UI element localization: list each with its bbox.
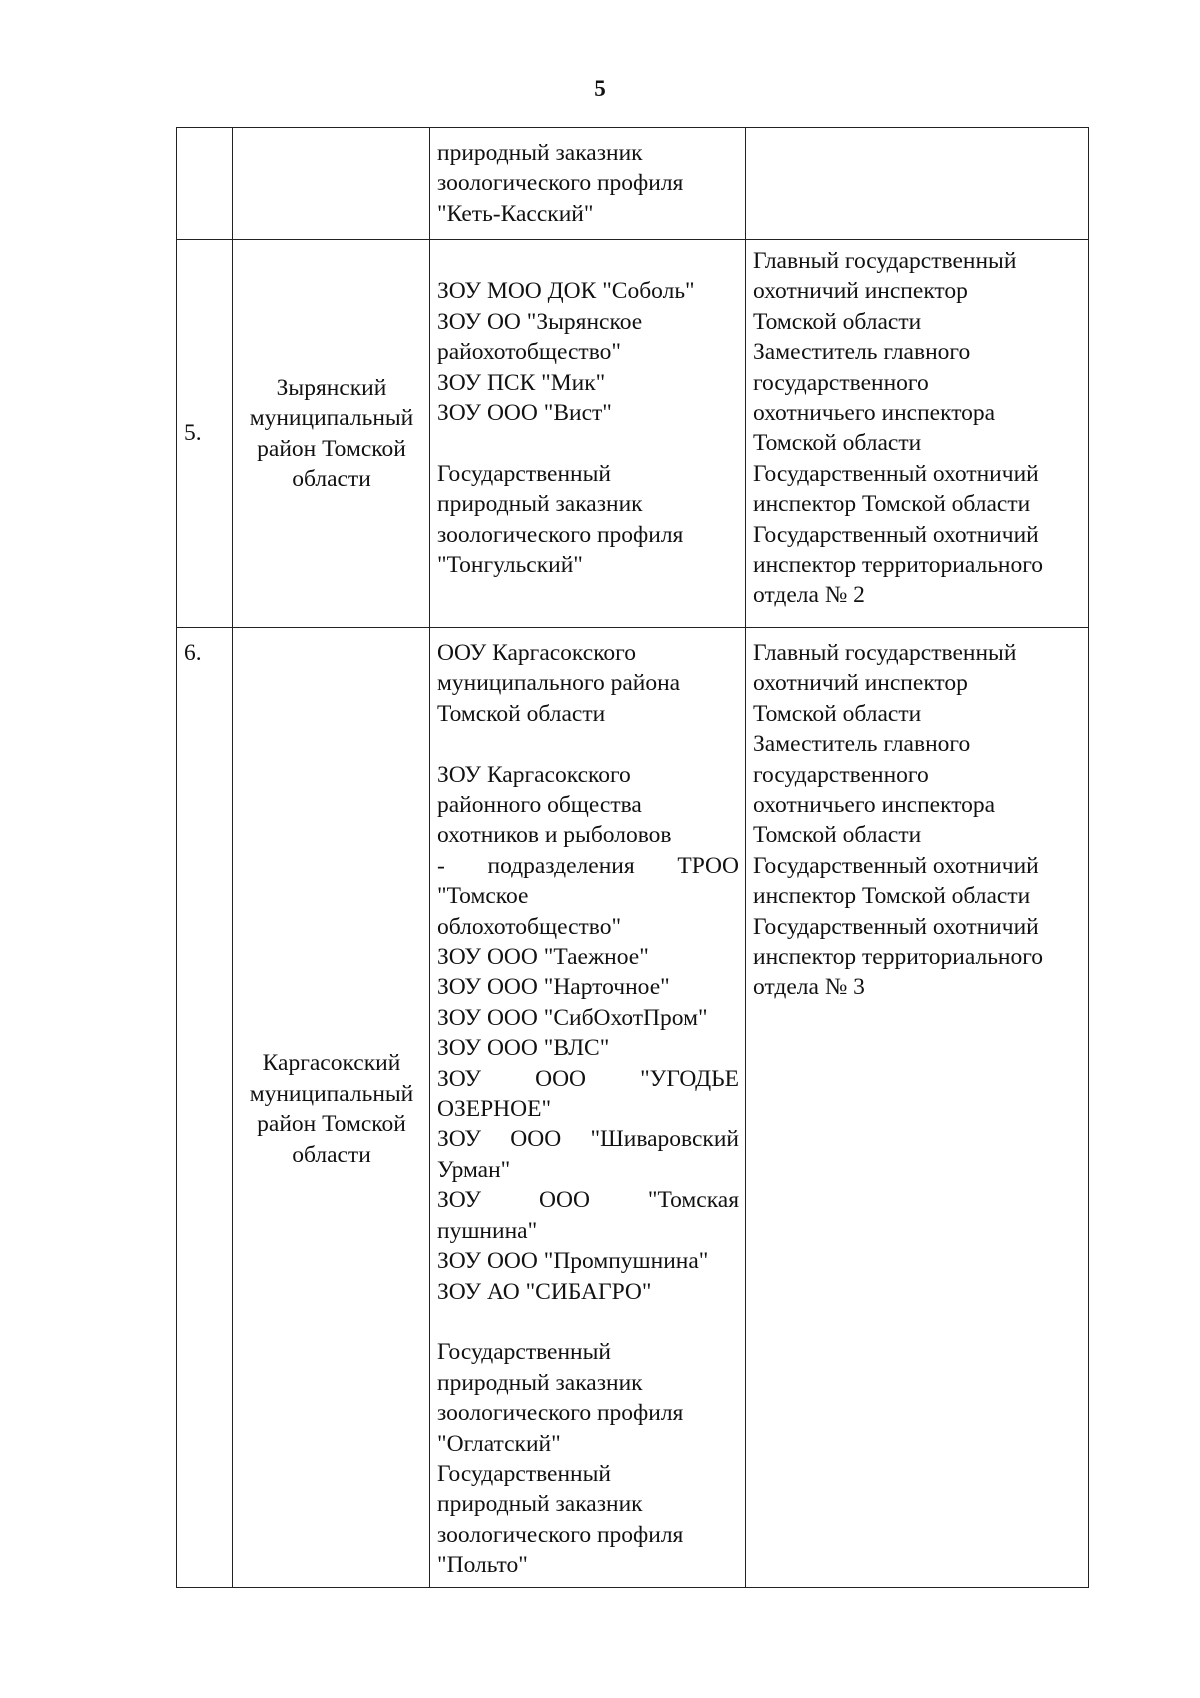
land-line: - подразделения ТРОО xyxy=(437,852,739,879)
inspector-line: Томской области xyxy=(753,822,922,849)
land-line: ЗОУ ОО "Зырянское xyxy=(437,308,643,335)
land-line: райохотобщество" xyxy=(437,339,621,366)
district-line: области xyxy=(292,465,371,492)
land-line: охотников и рыболовов xyxy=(437,822,672,849)
land-line: облохотобщество" xyxy=(437,913,622,940)
inspector-line: инспектор территориального xyxy=(753,552,1044,579)
row-number-cell xyxy=(177,240,233,628)
land-line: природный заказник xyxy=(437,1369,643,1396)
land-line: "Кеть-Касский" xyxy=(437,200,594,227)
inspector-line: инспектор Томской области xyxy=(753,491,1031,518)
inspector-line: Заместитель главного xyxy=(753,731,971,758)
table-row xyxy=(177,628,1089,1588)
inspector-line: охотничьего инспектора xyxy=(753,792,996,819)
land-line: Томской области xyxy=(437,700,606,727)
land-line: ЗОУ МОО ДОК "Соболь" xyxy=(437,278,695,305)
land-line: ЗОУ ООО "Томская xyxy=(437,1187,739,1214)
row-number: 5. xyxy=(184,420,202,447)
inspector-line: Государственный охотничий xyxy=(753,521,1039,548)
land-line: ООУ Каргасокского xyxy=(437,640,636,666)
district-line: район Томской xyxy=(257,1111,406,1138)
hunting-lands-cell xyxy=(430,128,746,240)
inspector-line: охотничий инспектор xyxy=(753,670,968,697)
inspector-line: охотничий инспектор xyxy=(753,278,968,305)
inspector-line: Томской области xyxy=(753,308,922,335)
district-line: Зырянский xyxy=(276,374,387,401)
land-line: ЗОУ Каргасокского xyxy=(437,761,631,788)
inspector-line: Главный государственный xyxy=(753,248,1017,274)
district-cell xyxy=(233,240,430,628)
land-line: зоологического профиля xyxy=(437,1521,684,1548)
inspector-line: Томской области xyxy=(753,700,922,727)
inspector-line: инспектор территориального xyxy=(753,944,1044,971)
land-line: муниципального района xyxy=(437,670,681,697)
land-line: "Томское xyxy=(437,883,529,910)
inspector-line: отдела № 2 xyxy=(753,582,865,609)
land-line: ЗОУ ООО "УГОДЬЕ xyxy=(437,1065,739,1092)
land-line: Урман" xyxy=(437,1156,511,1183)
land-line: Государственный xyxy=(437,460,611,487)
row-number-cell xyxy=(177,628,233,1588)
land-line: ЗОУ ООО "Таежное" xyxy=(437,944,649,971)
page-number: 5 xyxy=(594,76,606,101)
row-number-cell xyxy=(177,128,233,240)
land-line: ЗОУ ООО "Промпушнина" xyxy=(437,1248,709,1275)
land-line: ЗОУ ООО "СибОхотПром" xyxy=(437,1004,708,1031)
district-line: муниципальный xyxy=(249,405,414,432)
land-line: ЗОУ ООО "ВЛС" xyxy=(437,1035,610,1062)
inspector-line: Главный государственный xyxy=(753,640,1017,666)
district-line: Каргасокский xyxy=(262,1050,401,1077)
land-line: природный заказник xyxy=(437,140,643,166)
land-line: Государственный xyxy=(437,1339,611,1366)
district-line: муниципальный xyxy=(249,1080,414,1107)
land-line: ЗОУ ПСК "Мик" xyxy=(437,369,606,396)
district-cell xyxy=(233,628,430,1588)
district-line: области xyxy=(292,1141,371,1168)
inspector-line: Государственный охотничий xyxy=(753,913,1039,940)
land-line: природный заказник xyxy=(437,491,643,518)
land-line: ЗОУ АО "СИБАГРО" xyxy=(437,1278,652,1305)
hunting-grounds-table xyxy=(176,127,1089,1588)
inspector-line: Государственный охотничий xyxy=(753,460,1039,487)
land-line: Государственный xyxy=(437,1460,611,1487)
land-line: "Польто" xyxy=(437,1552,528,1579)
inspector-line: государственного xyxy=(753,369,929,396)
table-row xyxy=(177,128,1089,240)
land-line: ЗОУ ООО "Нарточное" xyxy=(437,974,670,1001)
land-line: зоологического профиля xyxy=(437,170,684,197)
land-line: ОЗЕРНОЕ" xyxy=(437,1096,552,1123)
inspector-line: Заместитель главного xyxy=(753,339,971,366)
land-line: пушнина" xyxy=(437,1217,538,1244)
land-line: "Оглатский" xyxy=(437,1430,561,1457)
hunting-lands-cell xyxy=(430,628,746,1588)
district-cell xyxy=(233,128,430,240)
land-line: ЗОУ ООО "Шиваровский xyxy=(437,1126,739,1153)
inspector-line: государственного xyxy=(753,761,929,788)
hunting-lands-cell xyxy=(430,240,746,628)
land-line: "Тонгульский" xyxy=(437,552,583,579)
land-line: природный заказник xyxy=(437,1491,643,1518)
land-line: районного общества xyxy=(437,792,642,819)
inspector-line: Государственный охотничий xyxy=(753,852,1039,879)
land-line: ЗОУ ООО "Вист" xyxy=(437,400,612,427)
inspector-line: охотничьего инспектора xyxy=(753,400,996,427)
inspector-line: Томской области xyxy=(753,430,922,457)
inspector-line: отдела № 3 xyxy=(753,974,865,1001)
row-number: 6. xyxy=(184,640,202,666)
land-line: зоологического профиля xyxy=(437,521,684,548)
district-line: район Томской xyxy=(257,435,406,462)
inspectors-cell xyxy=(746,240,1089,628)
inspectors-cell xyxy=(746,128,1089,240)
inspector-line: инспектор Томской области xyxy=(753,883,1031,910)
inspectors-cell xyxy=(746,628,1089,1588)
table-row xyxy=(177,240,1089,628)
land-line: зоологического профиля xyxy=(437,1400,684,1427)
